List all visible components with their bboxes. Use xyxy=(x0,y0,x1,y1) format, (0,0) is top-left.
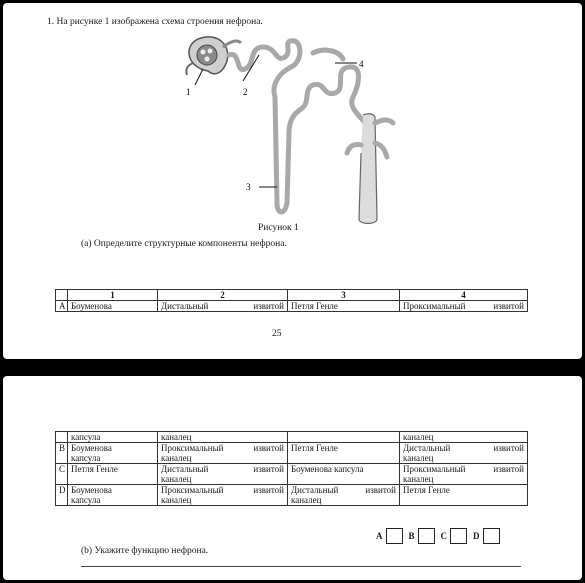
header-cell xyxy=(56,290,68,301)
table-cell: Дистальный извитой каналец xyxy=(288,485,400,506)
collecting-duct xyxy=(359,114,377,224)
label-1: 1 xyxy=(186,87,191,97)
question-text: 1. На рисунке 1 изображена схема строения нефрона. xyxy=(47,17,263,27)
choice-box-b[interactable] xyxy=(418,528,435,544)
table-row xyxy=(56,301,528,312)
figure-caption: Рисунок 1 xyxy=(258,223,299,233)
worksheet-page-1 xyxy=(3,3,582,359)
header-cell: 4 xyxy=(400,290,528,301)
table-cell: Проксимальный извитой xyxy=(400,301,528,312)
header-cell: 3 xyxy=(288,290,400,301)
label-2: 2 xyxy=(243,87,248,97)
row-letter: D xyxy=(56,485,68,506)
choice-label-d: D xyxy=(473,531,480,541)
table-cell: каналец xyxy=(400,432,528,443)
header-cell: 1 xyxy=(68,290,158,301)
row-letter: B xyxy=(56,443,68,464)
table-cell: Петля Генле xyxy=(68,464,158,485)
answer-line[interactable] xyxy=(81,566,521,567)
table-cell: Петля Генле xyxy=(288,443,400,464)
afferent-arteriole xyxy=(186,63,193,75)
choice-box-c[interactable] xyxy=(450,528,467,544)
table-cell: Проксимальный извитой каналец xyxy=(400,464,528,485)
table-row xyxy=(56,432,528,443)
choice-box-d[interactable] xyxy=(483,528,500,544)
proximal-convoluted-tubule xyxy=(229,41,295,70)
leader-line-1 xyxy=(195,69,203,85)
table-cell: Боуменова капсула xyxy=(288,464,400,485)
label-4: 4 xyxy=(359,59,364,69)
choice-label-c: C xyxy=(440,531,448,541)
table-cell: Проксимальный извитой каналец xyxy=(158,443,288,464)
label-3: 3 xyxy=(246,182,251,192)
subquestion-b: (b) Укажите функцию нефрона. xyxy=(81,546,209,556)
worksheet-page-2 xyxy=(3,376,582,580)
choice-label-a: A xyxy=(376,531,383,541)
loop-of-henle xyxy=(274,41,301,212)
page-number: 25 xyxy=(272,329,282,339)
header-cell: 2 xyxy=(158,290,288,301)
table-cell: Проксимальный извитой каналец xyxy=(158,485,288,506)
glomerulus xyxy=(197,45,217,65)
table-cell: Петля Генле xyxy=(288,301,400,312)
table-cell: каналец xyxy=(158,432,288,443)
table-cell: Дистальный извитой xyxy=(158,301,288,312)
table-header-row xyxy=(56,290,528,301)
nephron-diagram xyxy=(163,33,423,228)
table-cell: Дистальный извитой каналец xyxy=(158,464,288,485)
table-cell: капсула xyxy=(68,432,158,443)
table-row xyxy=(56,464,528,485)
table-cell: Петля Генле xyxy=(400,485,528,506)
table-cell: Боуменова капсула xyxy=(68,443,158,464)
answer-choices xyxy=(376,528,503,544)
answer-table-part-1 xyxy=(55,289,528,312)
choice-label-b: B xyxy=(408,531,415,541)
table-cell xyxy=(288,432,400,443)
row-letter: C xyxy=(56,464,68,485)
table-cell: Дистальный извитой каналец xyxy=(400,443,528,464)
table-row xyxy=(56,485,528,506)
choice-box-a[interactable] xyxy=(386,528,403,544)
table-cell: Боуменова xyxy=(68,301,158,312)
answer-table-part-2 xyxy=(55,431,528,506)
distal-convoluted-tubule xyxy=(301,67,369,129)
table-row xyxy=(56,443,528,464)
row-letter: A xyxy=(56,301,68,312)
subquestion-a: (а) Определите структурные компоненты нефрона. xyxy=(81,239,287,249)
table-cell: Боуменова капсула xyxy=(68,485,158,506)
